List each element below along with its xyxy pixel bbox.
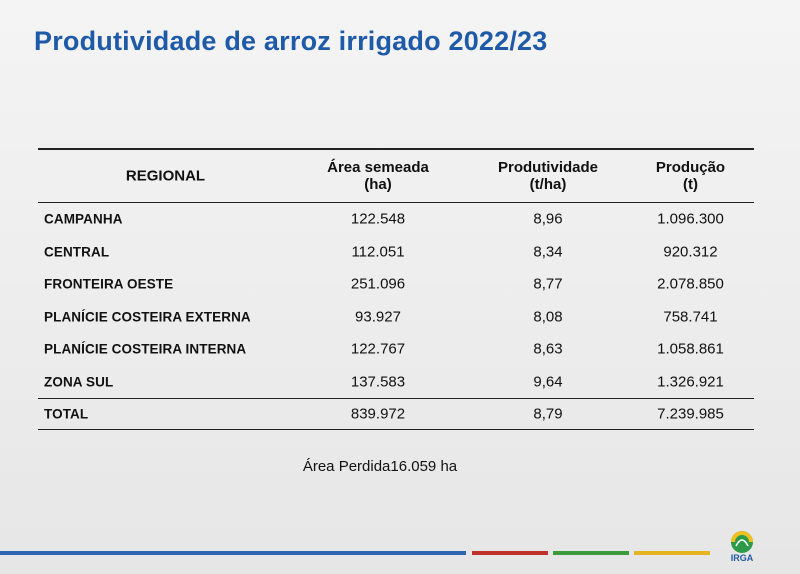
irga-logo-icon bbox=[722, 528, 762, 566]
row-name: PLANÍCIE COSTEIRA INTERNA bbox=[44, 341, 247, 357]
header-productivity: Produtividade (t/ha) bbox=[497, 159, 598, 193]
row-area: 112.051 bbox=[351, 243, 405, 261]
table-header bbox=[38, 150, 754, 203]
table-row bbox=[38, 333, 754, 366]
row-area: 251.096 bbox=[350, 275, 406, 293]
row-name: PLANÍCIE COSTEIRA EXTERNA bbox=[44, 309, 251, 325]
row-production: 758.741 bbox=[663, 308, 718, 326]
footer-bar-green bbox=[553, 551, 629, 555]
row-area: 122.767 bbox=[350, 340, 406, 358]
row-name: CAMPANHA bbox=[44, 211, 123, 227]
total-production: 7.239.985 bbox=[657, 405, 724, 423]
footer-bar-red bbox=[472, 551, 548, 555]
table-total-row bbox=[38, 398, 754, 430]
row-name: FRONTEIRA OESTE bbox=[44, 276, 174, 292]
row-production: 1.326.921 bbox=[657, 373, 724, 391]
row-production: 1.058.861 bbox=[657, 340, 724, 358]
logo-text: IRGA bbox=[730, 553, 754, 563]
header-regional: REGIONAL bbox=[125, 167, 206, 185]
row-productivity: 8,63 bbox=[533, 340, 563, 358]
total-label: TOTAL bbox=[44, 406, 89, 422]
table-row bbox=[38, 268, 754, 301]
lost-area-note: Área Perdida16.059 ha bbox=[302, 458, 458, 475]
row-productivity: 8,77 bbox=[533, 275, 563, 293]
page-title: Produtividade de arroz irrigado 2022/23 bbox=[34, 26, 548, 56]
row-production: 2.078.850 bbox=[657, 275, 724, 293]
table-row bbox=[38, 203, 754, 236]
table-row bbox=[38, 236, 754, 269]
row-production: 1.096.300 bbox=[657, 210, 724, 228]
row-name: ZONA SUL bbox=[44, 374, 114, 390]
productivity-table bbox=[38, 148, 754, 430]
row-area: 93.927 bbox=[355, 308, 401, 326]
total-productivity: 8,79 bbox=[533, 405, 563, 423]
row-productivity: 8,34 bbox=[533, 243, 563, 261]
total-area: 839.972 bbox=[350, 405, 406, 423]
footer-bar-blue bbox=[0, 551, 466, 555]
footer-bar-yellow bbox=[634, 551, 710, 555]
row-area: 137.583 bbox=[350, 373, 406, 391]
row-productivity: 8,08 bbox=[533, 308, 563, 326]
row-name: CENTRAL bbox=[44, 244, 110, 260]
table-row bbox=[38, 366, 754, 399]
row-productivity: 8,96 bbox=[533, 210, 563, 228]
header-area: Área semeada (ha) bbox=[327, 159, 429, 193]
row-production: 920.312 bbox=[663, 243, 718, 261]
table-row bbox=[38, 301, 754, 334]
row-productivity: 9,64 bbox=[533, 373, 563, 391]
header-production: Produção (t) bbox=[655, 159, 726, 193]
row-area: 122.548 bbox=[350, 210, 406, 228]
